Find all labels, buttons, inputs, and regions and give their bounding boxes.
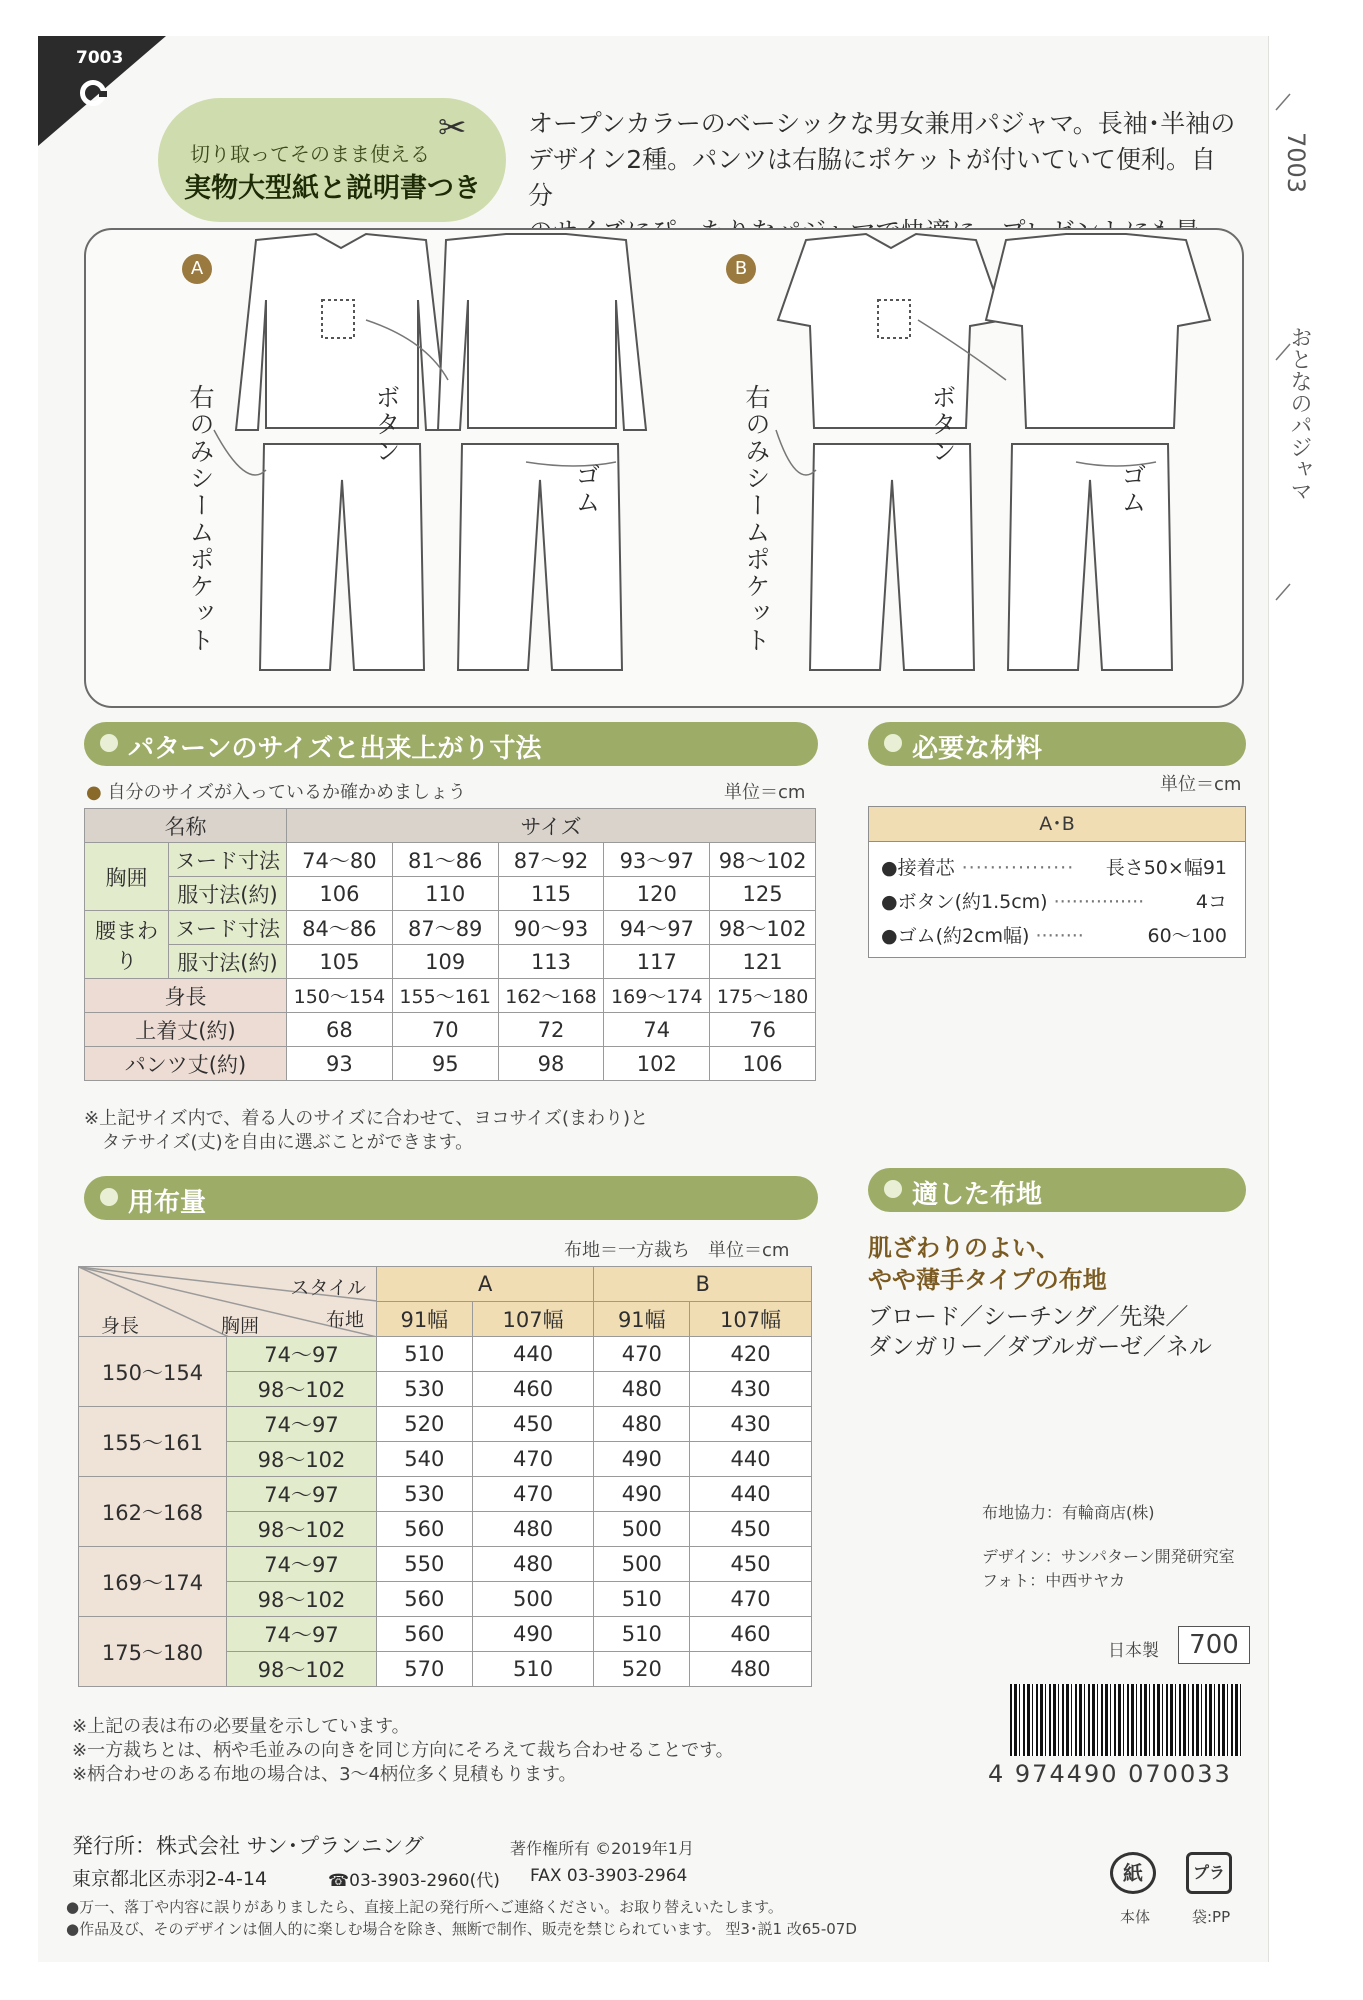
size-cell: 72 xyxy=(498,1013,604,1047)
chest-cell: 74〜97 xyxy=(227,1337,377,1372)
size-row-label: パンツ丈(約) xyxy=(85,1047,287,1081)
size-cell: 109 xyxy=(392,945,498,979)
size-row-group: 胸囲 xyxy=(85,843,169,911)
size-note-text: 自分のサイズが入っているか確かめましょう xyxy=(107,782,467,803)
size-cell: 175〜180 xyxy=(710,979,816,1013)
fabric-cell: 470 xyxy=(472,1477,594,1512)
pocket-label-b: 右のみシームポケット xyxy=(742,384,771,654)
size-cell: 70 xyxy=(392,1013,498,1047)
material-name: ●ボタン(約1.5cm) xyxy=(881,891,1048,913)
fabric-amount-table xyxy=(78,1266,812,1687)
fabric-cell: 450 xyxy=(472,1407,594,1442)
size-note: ● 自分のサイズが入っているか確かめましょう xyxy=(86,782,467,803)
width-header: 107幅 xyxy=(690,1302,812,1337)
size-cell: 87〜89 xyxy=(392,911,498,945)
fabric-cell: 430 xyxy=(690,1372,812,1407)
fabric-cell: 560 xyxy=(377,1512,473,1547)
suitable-fabric-list-1: ブロード／シーチング／先染／ xyxy=(868,1304,1189,1330)
material-item: ●ゴム(約2cm幅) ········ 60〜100 xyxy=(881,921,1241,948)
garment-drawings xyxy=(86,230,1242,706)
size-cell: 106 xyxy=(710,1047,816,1081)
height-header-label: 身長 xyxy=(101,1315,140,1337)
size-table-header-name: 名称 xyxy=(85,809,287,843)
fabric-cell: 480 xyxy=(690,1652,812,1687)
size-cell: 98 xyxy=(498,1047,604,1081)
chest-cell: 98〜102 xyxy=(227,1652,377,1687)
size-unit: 単位＝cm xyxy=(724,782,806,803)
materials-unit: 単位＝cm xyxy=(1160,774,1242,795)
fabric-cell: 520 xyxy=(594,1652,690,1687)
fabric-cell: 430 xyxy=(690,1407,812,1442)
size-cell: 117 xyxy=(604,945,710,979)
shirt-b-back xyxy=(986,234,1210,428)
fabric-cell: 420 xyxy=(690,1337,812,1372)
material-value: 4コ xyxy=(1195,891,1227,913)
fabric-cell: 520 xyxy=(377,1407,473,1442)
made-in-label: 日本製 xyxy=(1108,1641,1159,1661)
pants-b-front xyxy=(810,444,974,670)
size-row-group: 腰まわり xyxy=(85,911,169,979)
width-header: 91幅 xyxy=(594,1302,690,1337)
style-a-tag: A xyxy=(182,254,212,284)
size-cell: 81〜86 xyxy=(392,843,498,877)
fabric-table-corner xyxy=(79,1267,377,1337)
scissors-icon: ✂ xyxy=(438,108,467,148)
fabric-cell: 510 xyxy=(594,1582,690,1617)
materials-box xyxy=(868,806,1246,958)
fabric-cell: 440 xyxy=(690,1477,812,1512)
size-row-label: 服寸法(約) xyxy=(169,945,287,979)
fabric-header-label: 布地 xyxy=(325,1309,364,1331)
style-header-label: スタイル xyxy=(290,1277,366,1299)
fabric-cell: 450 xyxy=(690,1512,812,1547)
fabric-cell: 480 xyxy=(594,1407,690,1442)
style-b-tag: B xyxy=(726,254,756,284)
plastic-recycle-icon: プラ xyxy=(1186,1852,1232,1894)
material-item: ●接着芯 ················ 長さ50×幅91 xyxy=(881,853,1241,880)
height-cell: 162〜168 xyxy=(79,1477,227,1547)
paper-recycle-icon: 紙 xyxy=(1110,1852,1156,1894)
height-cell: 175〜180 xyxy=(79,1617,227,1687)
intro-line: デザイン2種。パンツは右脇にポケットが付いていて便利。自分 xyxy=(528,145,1216,210)
barcode-number: 4 974490 070033 xyxy=(988,1760,1232,1788)
fax: FAX 03-3903-2964 xyxy=(530,1866,688,1886)
suitable-fabric-list-2: ダンガリー／ダブルガーゼ／ネル xyxy=(868,1334,1212,1360)
fabric-cell: 440 xyxy=(690,1442,812,1477)
side-title: おとなのパジャマ xyxy=(1287,326,1312,502)
size-cell: 76 xyxy=(710,1013,816,1047)
size-cell: 93〜97 xyxy=(604,843,710,877)
fabric-cell: 530 xyxy=(377,1372,473,1407)
materials-box-header: A･B xyxy=(869,807,1245,842)
size-cell: 113 xyxy=(498,945,604,979)
materials-title: 必要な材料 xyxy=(912,734,1043,764)
fabric-cell: 470 xyxy=(690,1582,812,1617)
size-section-title: パターンのサイズと出来上がり寸法 xyxy=(128,734,542,764)
size-cell: 94〜97 xyxy=(604,911,710,945)
size-row-label: 上着丈(約) xyxy=(85,1013,287,1047)
fabric-cell: 510 xyxy=(472,1652,594,1687)
fabric-coop-credit: 布地協力：有輪商店(株) xyxy=(982,1503,1155,1522)
chest-cell: 74〜97 xyxy=(227,1407,377,1442)
button-label-a: ボタン xyxy=(372,384,401,465)
fabric-unit-note: 布地＝一方裁ち 単位＝cm xyxy=(564,1240,790,1261)
size-cell: 84〜86 xyxy=(287,911,393,945)
chest-header-label: 胸囲 xyxy=(221,1315,260,1337)
fabric-cell: 480 xyxy=(472,1547,594,1582)
button-label-b: ボタン xyxy=(928,384,957,465)
size-row-label: ヌード寸法 xyxy=(169,911,287,945)
size-cell: 74 xyxy=(604,1013,710,1047)
fabric-note: ※一方裁ちとは、柄や毛並みの向きを同じ方向にそろえて裁ち合わせることです。 xyxy=(72,1740,734,1761)
fabric-cell: 460 xyxy=(472,1372,594,1407)
paper-recycle-label: 本体 xyxy=(1120,1908,1151,1926)
fabric-cell: 440 xyxy=(472,1337,594,1372)
material-name: ●ゴム(約2cm幅) xyxy=(881,925,1030,947)
badge-title: 実物大型紙と説明書つき xyxy=(184,173,481,204)
size-footnote-2: タテサイズ(丈)を自由に選ぶことができます。 xyxy=(102,1132,474,1153)
style-a-header: A xyxy=(377,1267,594,1302)
shirt-a-front xyxy=(236,234,448,430)
chest-cell: 74〜97 xyxy=(227,1477,377,1512)
size-cell: 169〜174 xyxy=(604,979,710,1013)
size-cell: 74〜80 xyxy=(287,843,393,877)
shirt-b-front xyxy=(778,234,1004,428)
side-code: 7003 xyxy=(1282,132,1310,194)
fabric-cell: 450 xyxy=(690,1547,812,1582)
photo-credit: フォト：中西サヤカ xyxy=(982,1571,1126,1590)
size-table-header-size: サイズ xyxy=(287,809,816,843)
size-cell: 155〜161 xyxy=(392,979,498,1013)
size-cell: 120 xyxy=(604,877,710,911)
size-cell: 98〜102 xyxy=(710,911,816,945)
fabric-cell: 490 xyxy=(472,1617,594,1652)
fabric-cell: 470 xyxy=(472,1442,594,1477)
fabric-cell: 560 xyxy=(377,1617,473,1652)
chest-cell: 98〜102 xyxy=(227,1372,377,1407)
width-header: 91幅 xyxy=(377,1302,473,1337)
fabric-cell: 490 xyxy=(594,1477,690,1512)
size-cell: 105 xyxy=(287,945,393,979)
fabric-cell: 560 xyxy=(377,1582,473,1617)
brand-logo-icon xyxy=(80,80,106,106)
chest-cell: 74〜97 xyxy=(227,1547,377,1582)
material-value: 長さ50×幅91 xyxy=(1105,857,1227,879)
fabric-cell: 500 xyxy=(472,1582,594,1617)
fabric-cell: 530 xyxy=(377,1477,473,1512)
size-cell: 98〜102 xyxy=(710,843,816,877)
materials-header xyxy=(868,722,1246,766)
size-section-header xyxy=(84,722,818,766)
chest-cell: 98〜102 xyxy=(227,1442,377,1477)
chest-cell: 98〜102 xyxy=(227,1512,377,1547)
publisher: 発行所：株式会社 サン･プランニング xyxy=(72,1834,424,1858)
fabric-cell: 570 xyxy=(377,1652,473,1687)
size-cell: 106 xyxy=(287,877,393,911)
width-header: 107幅 xyxy=(472,1302,594,1337)
fabric-cell: 480 xyxy=(594,1372,690,1407)
height-cell: 155〜161 xyxy=(79,1407,227,1477)
suitable-fabric-lead-1: 肌ざわりのよい、 xyxy=(868,1234,1060,1262)
size-row-label: 服寸法(約) xyxy=(169,877,287,911)
fabric-cell: 470 xyxy=(594,1337,690,1372)
elastic-label-a: ゴム xyxy=(572,462,601,516)
size-table xyxy=(84,808,816,1081)
fabric-cell: 480 xyxy=(472,1512,594,1547)
pattern-code: 7003 xyxy=(76,48,124,68)
suitable-fabric-header xyxy=(868,1168,1246,1212)
shirt-a-back xyxy=(438,234,646,430)
pants-a-front xyxy=(260,444,424,670)
size-row-label: ヌード寸法 xyxy=(169,843,287,877)
size-cell: 115 xyxy=(498,877,604,911)
size-cell: 125 xyxy=(710,877,816,911)
copyright: 著作権所有 ©2019年1月 xyxy=(510,1839,694,1858)
material-name: ●接着芯 xyxy=(881,857,955,879)
fabric-amount-title: 用布量 xyxy=(128,1188,207,1218)
plastic-recycle-label: 袋:PP xyxy=(1192,1908,1231,1926)
chest-cell: 98〜102 xyxy=(227,1582,377,1617)
design-credit: デザイン：サンパターン開発研究室 xyxy=(982,1547,1235,1566)
fabric-note: ※柄合わせのある布地の場合は、3〜4柄位多く見積もります。 xyxy=(72,1764,577,1785)
design-illustration-box xyxy=(84,228,1244,708)
spine-marks xyxy=(1268,90,1308,610)
height-cell: 150〜154 xyxy=(79,1337,227,1407)
suitable-fabric-title: 適した布地 xyxy=(912,1180,1043,1210)
suitable-fabric-lead-2: やや薄手タイプの布地 xyxy=(868,1266,1107,1294)
chest-cell: 74〜97 xyxy=(227,1617,377,1652)
footer-note-1: ●万一、落丁や内容に誤りがありましたら、直接上記の発行所へご連絡ください。お取り替えいたします。 xyxy=(66,1898,783,1916)
fabric-cell: 500 xyxy=(594,1547,690,1582)
size-cell: 95 xyxy=(392,1047,498,1081)
fabric-cell: 550 xyxy=(377,1547,473,1582)
size-cell: 90〜93 xyxy=(498,911,604,945)
size-cell: 162〜168 xyxy=(498,979,604,1013)
fabric-cell: 540 xyxy=(377,1442,473,1477)
price-box: 700 xyxy=(1178,1626,1250,1664)
fabric-cell: 510 xyxy=(594,1617,690,1652)
address: 東京都北区赤羽2-4-14 xyxy=(72,1868,268,1890)
size-row-label: 身長 xyxy=(85,979,287,1013)
elastic-label-b: ゴム xyxy=(1118,462,1147,516)
size-footnote-1: ※上記サイズ内で、着る人のサイズに合わせて、ヨコサイズ(まわり)と xyxy=(84,1108,649,1129)
pocket-label-a: 右のみシームポケット xyxy=(186,384,215,654)
fabric-cell: 500 xyxy=(594,1512,690,1547)
size-cell: 68 xyxy=(287,1013,393,1047)
material-item: ●ボタン(約1.5cm) ··············· 4コ xyxy=(881,887,1241,914)
style-b-header: B xyxy=(594,1267,812,1302)
fabric-cell: 460 xyxy=(690,1617,812,1652)
phone: ☎03-3903-2960(代) xyxy=(328,1871,500,1891)
size-cell: 102 xyxy=(604,1047,710,1081)
fabric-note: ※上記の表は布の必要量を示しています。 xyxy=(72,1716,410,1737)
size-cell: 93 xyxy=(287,1047,393,1081)
size-cell: 87〜92 xyxy=(498,843,604,877)
badge-subtitle: 切り取ってそのまま使える xyxy=(190,142,430,166)
size-cell: 110 xyxy=(392,877,498,911)
size-cell: 121 xyxy=(710,945,816,979)
barcode xyxy=(1010,1684,1242,1756)
footer-note-2: ●作品及び、そのデザインは個人的に楽しむ場合を除き、無断で制作、販売を禁じられています。 型3･説1 改65-07D xyxy=(66,1920,857,1938)
fabric-amount-header xyxy=(84,1176,818,1220)
intro-line: オープンカラーのベーシックな男女兼用パジャマ。長袖･半袖の xyxy=(528,109,1236,138)
height-cell: 169〜174 xyxy=(79,1547,227,1617)
fabric-cell: 510 xyxy=(377,1337,473,1372)
size-cell: 150〜154 xyxy=(287,979,393,1013)
material-value: 60〜100 xyxy=(1147,925,1227,947)
fabric-cell: 490 xyxy=(594,1442,690,1477)
